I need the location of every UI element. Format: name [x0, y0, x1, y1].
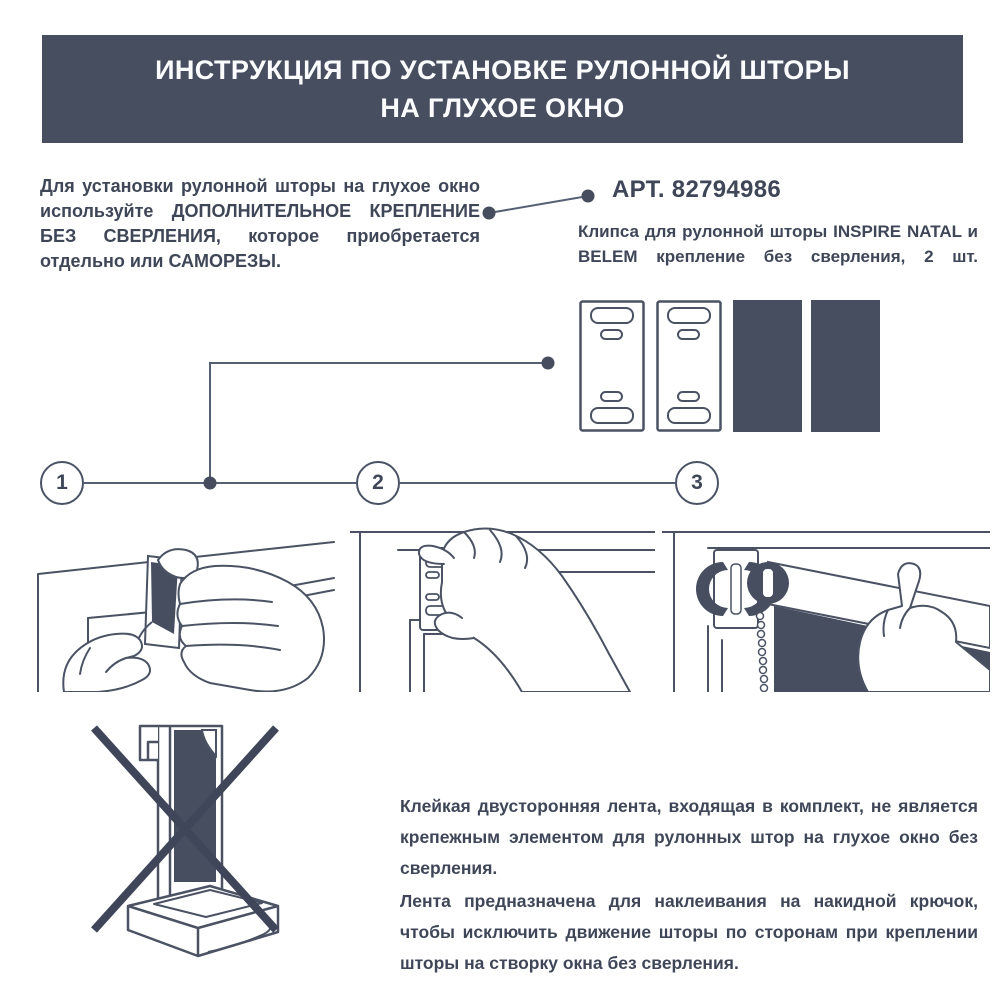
note-tape-purpose: Лента предназначена для наклеивания на накидной крючок, чтобы исключить движение шторы по сторонам при креплении шторы на створку окна без сверления.: [400, 891, 978, 973]
product-description: Клипса для рулонной шторы INSPIRE NATAL и BELEM крепление без сверления, 2 шт.: [578, 222, 978, 266]
title-line-1: ИНСТРУКЦИЯ ПО УСТАНОВКЕ РУЛОННОЙ ШТОРЫ: [155, 55, 850, 85]
step-1-badge: [40, 461, 84, 505]
clip-front-icon: [656, 300, 722, 432]
article-number: АРТ. 82794986: [612, 176, 781, 203]
step-1-number: 1: [56, 471, 68, 494]
tape-strip-icon: [733, 300, 802, 432]
tape-strip-icon: [811, 300, 880, 432]
step-2-illustration: [350, 520, 655, 692]
step-3-badge: [675, 461, 719, 505]
note-tape-not-mount: Клейкая двусторонняя лента, входящая в комплект, не является крепежным элементом для рулонных штор на глухое окно без сверления.: [400, 796, 978, 878]
prohibition-illustration: [58, 700, 308, 970]
step-3-illustration: [662, 520, 990, 692]
step-3-number: 3: [691, 471, 703, 494]
clip-front-icon: [579, 300, 645, 432]
step-1-illustration: [30, 520, 340, 692]
step-2-number: 2: [372, 471, 384, 494]
step-2-badge: [356, 461, 400, 505]
connector-dot: [204, 190, 595, 490]
intro-paragraph: Для установки рулонной шторы на глухое окно используйте ДОПОЛНИТЕЛЬНОЕ КРЕПЛЕНИЕ БЕЗ СВЕРЛЕНИЯ, которое приобретается отдельно или САМОРЕЗЫ.: [40, 176, 480, 271]
title-line-2: НА ГЛУХОЕ ОКНО: [380, 93, 625, 123]
